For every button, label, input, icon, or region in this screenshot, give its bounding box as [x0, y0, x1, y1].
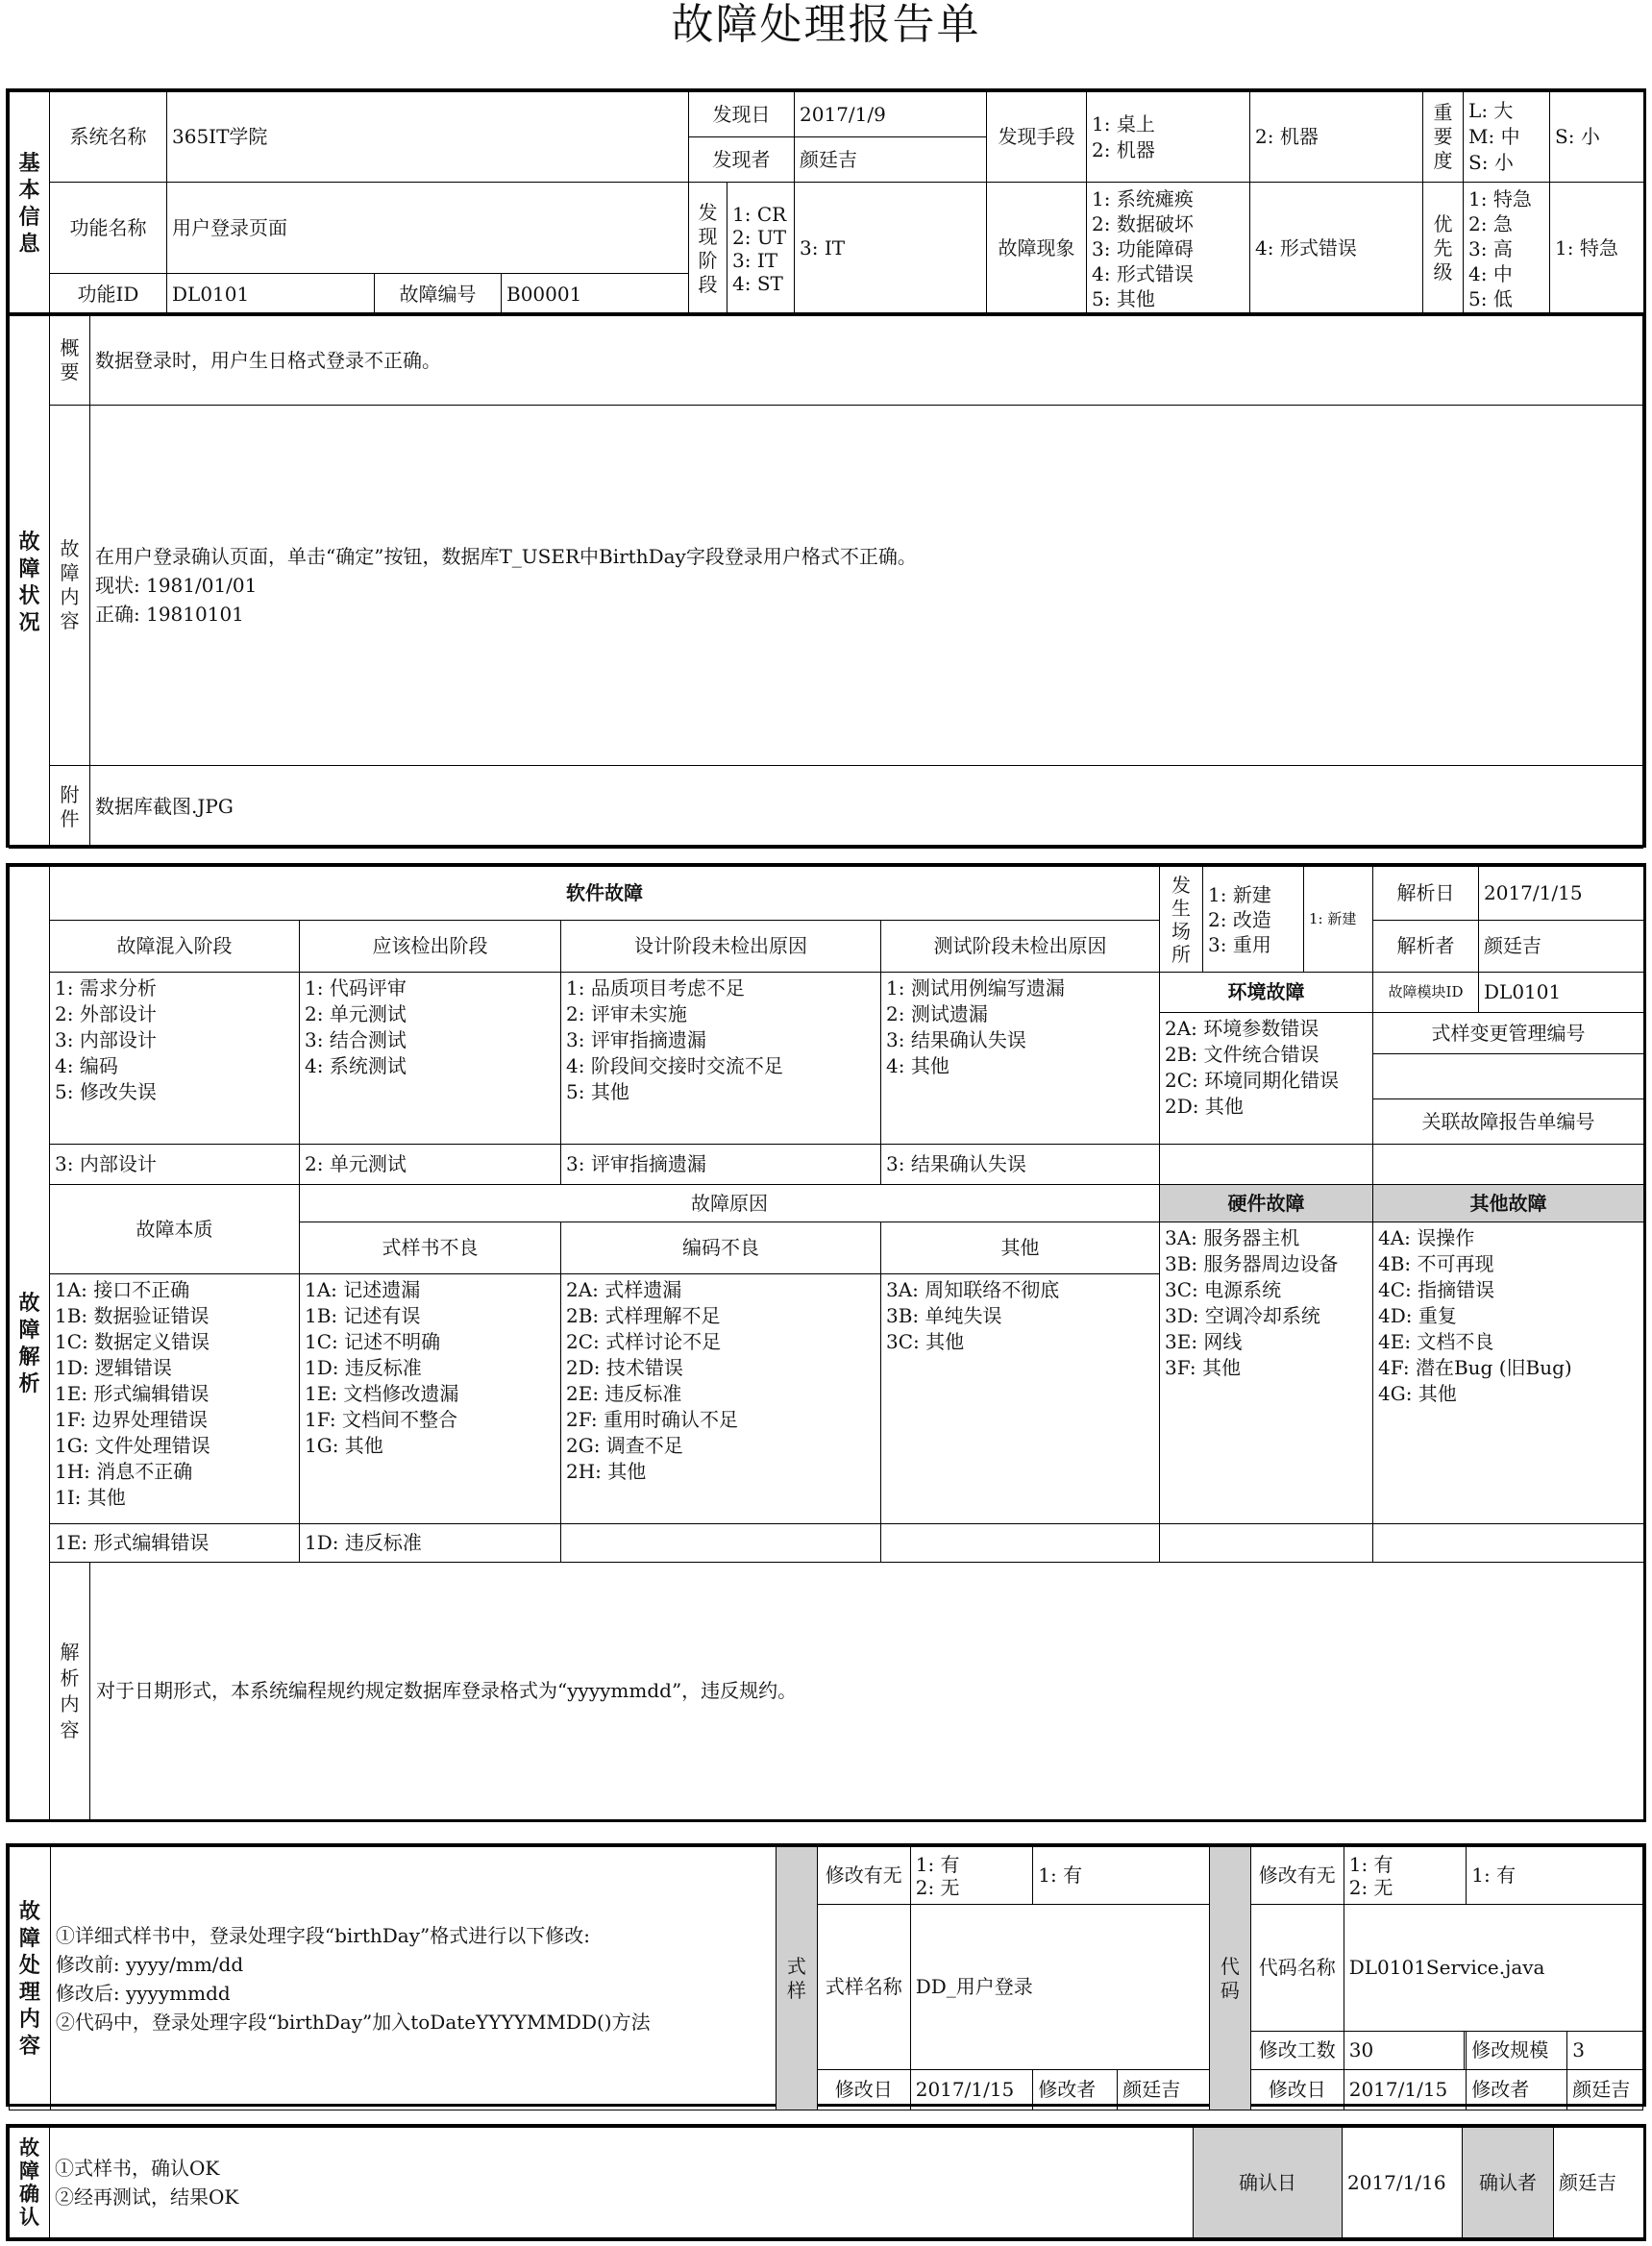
list-line: 2A: 环境参数错误 [1165, 1017, 1319, 1040]
col-header-1: 故障混入阶段 [50, 921, 300, 973]
list-line: 2G: 调查不足 [566, 1434, 683, 1457]
list-line: 正确: 19810101 [95, 603, 244, 626]
fix-label [10, 1847, 51, 2110]
list-line: 2: 机器 [1092, 137, 1155, 161]
col-options-2 [300, 973, 561, 1145]
list-line: 4: 阶段间交接时交流不足 [566, 1054, 783, 1077]
fix-label-text [14, 1898, 45, 2060]
vertical-char: 信 [18, 204, 40, 230]
vertical-char: 式 [786, 1954, 806, 1978]
col-value-3: 3: 评审指摘遗漏 [561, 1145, 881, 1185]
list-line: 1D: 违反标准 [305, 1356, 422, 1379]
vertical-char: 容 [18, 2033, 40, 2059]
list-line: 1I: 其他 [55, 1486, 126, 1509]
list-line: 5: 修改失误 [55, 1080, 157, 1103]
list-line: 2H: 其他 [566, 1460, 647, 1483]
coding-cause-value [561, 1524, 881, 1563]
fault-no-label: 故障编号 [375, 274, 502, 315]
col-value-1: 3: 内部设计 [50, 1145, 300, 1185]
vertical-char: 基 [18, 150, 40, 176]
code-name-value: DL0101Service.java [1344, 1905, 1642, 2032]
severity-label [1423, 92, 1464, 183]
occur-label-text [1165, 874, 1197, 966]
col-header-3: 设计阶段未检出原因 [561, 921, 881, 973]
list-line: 1: 特急 [1468, 186, 1532, 210]
severity-value: S: 小 [1550, 92, 1644, 183]
other-cause-value [881, 1524, 1160, 1563]
list-line: 修改前: yyyy/mm/dd [55, 1952, 244, 1976]
vertical-char: 故 [18, 1290, 40, 1316]
vertical-char: 解 [60, 1640, 80, 1664]
vertical-char: 代 [1220, 1954, 1240, 1978]
col-value-2: 2: 单元测试 [300, 1145, 561, 1185]
analysis-detail-label [50, 1563, 90, 1819]
severity-options [1464, 92, 1550, 183]
list-line: 3C: 其他 [886, 1330, 965, 1353]
list-line: 1: 有 [1348, 1852, 1393, 1876]
spec-cause-value: 1D: 违反标准 [300, 1524, 561, 1563]
vertical-char: 确 [19, 2182, 39, 2206]
list-line: 1: 有 [915, 1852, 960, 1876]
vertical-char: 件 [60, 806, 80, 830]
list-line: S: 小 [1468, 151, 1514, 174]
vertical-char: 附 [60, 782, 80, 806]
spec-modifier-split [1033, 2070, 1209, 2110]
content-label-text [55, 537, 85, 633]
basic-info-label [10, 92, 50, 315]
vertical-char: 内 [60, 1691, 80, 1715]
list-line: 2: 无 [915, 1875, 960, 1899]
vertical-char: 障 [60, 561, 80, 584]
list-line: 1: 品质项目考虑不足 [566, 976, 745, 1000]
list-line: 3: 结果确认失误 [886, 1028, 1026, 1051]
fault-analysis-section [6, 863, 1646, 1822]
code-effort-label: 修改工数 [1250, 2032, 1344, 2070]
list-line: 3: 内部设计 [55, 1028, 157, 1051]
code-mod-options [1344, 1847, 1467, 1905]
summary-label-text [55, 336, 85, 384]
finder-label: 发现者 [689, 137, 795, 183]
list-line: 4C: 指摘错误 [1378, 1278, 1495, 1301]
fault-no-value: B00001 [502, 274, 689, 315]
spec-modifier-cell [1033, 2070, 1210, 2110]
fault-status-label-text [14, 529, 44, 636]
list-line: 4: 中 [1468, 261, 1513, 285]
list-line: 1: 需求分析 [55, 976, 157, 1000]
function-name-label: 功能名称 [50, 183, 167, 274]
vertical-char: 段 [698, 272, 718, 296]
vertical-char: 障 [19, 2159, 39, 2183]
vertical-char: 样 [786, 1978, 806, 2002]
vertical-char: 所 [1171, 942, 1191, 966]
function-id-value: DL0101 [167, 274, 375, 315]
list-line: ①式样书，确认OK [55, 2157, 220, 2180]
list-line: 4B: 不可再现 [1378, 1252, 1494, 1275]
content-value [90, 406, 1643, 766]
list-line: 2: 改造 [1208, 907, 1271, 931]
other-fault-header: 其他故障 [1373, 1185, 1644, 1222]
confirm-section [6, 2124, 1646, 2241]
spec-cause-options [300, 1274, 561, 1524]
attach-label-text [55, 783, 85, 831]
analysis-detail-value: 对于日期形式，本系统编程规约规定数据库登录格式为“yyyymmdd”，违反规约。 [96, 1679, 798, 1702]
other-cause-options [881, 1274, 1160, 1524]
spec-date-label: 修改日 [817, 2070, 910, 2110]
cause-header-other: 其他 [881, 1222, 1160, 1274]
basic-info-label-text [14, 150, 44, 258]
confirm-date-label: 确认日 [1194, 2128, 1343, 2238]
vertical-char: 容 [60, 1717, 80, 1741]
vertical-char: 发 [1171, 873, 1191, 897]
list-line: 2: 急 [1468, 211, 1513, 235]
list-line: 4: 编码 [55, 1054, 118, 1077]
symptom-options [1087, 183, 1250, 315]
list-line: 3: 功能障碍 [1092, 236, 1194, 260]
list-line: 3A: 服务器主机 [1165, 1226, 1300, 1249]
code-effort-split [1344, 2032, 1467, 2069]
method-label: 发现手段 [987, 92, 1087, 183]
list-line: 3: 重用 [1208, 932, 1271, 956]
vertical-char: 故 [18, 1898, 40, 1924]
confirm-label-text [14, 2136, 44, 2229]
spec-modifier-value: 颜廷吉 [1122, 2078, 1181, 2101]
list-line: 2B: 式样理解不足 [566, 1304, 721, 1327]
list-line: 4F: 潜在Bug (旧Bug) [1378, 1356, 1572, 1379]
vertical-char: 故 [60, 537, 80, 560]
list-line: 1: 系统瘫痪 [1092, 186, 1194, 210]
module-id-value: DL0101 [1479, 973, 1644, 1013]
list-line: 2: 评审未实施 [566, 1002, 687, 1025]
spec-change-value [1373, 1054, 1644, 1145]
list-line: 4G: 其他 [1378, 1382, 1457, 1405]
list-line: 2B: 文件统合错误 [1165, 1043, 1319, 1066]
list-line: 1D: 逻辑错误 [55, 1356, 172, 1379]
priority-options [1464, 183, 1550, 315]
analysis-date-label: 解析日 [1373, 867, 1479, 921]
spec-mod-label: 修改有无 [817, 1847, 910, 1905]
list-line: 2E: 违反标准 [566, 1382, 682, 1405]
coding-cause-options [561, 1274, 881, 1524]
list-line: 3: 高 [1468, 236, 1513, 260]
spec-name-label: 式样名称 [817, 1905, 910, 2070]
list-line: 4D: 重复 [1378, 1304, 1457, 1327]
vertical-char: 析 [60, 1666, 80, 1690]
list-line: 1A: 接口不正确 [55, 1278, 190, 1301]
list-line: ②代码中，登录处理字段“birthDay”加入toDateYYYYMMDD()方法 [55, 2010, 651, 2034]
phase-label [689, 183, 727, 315]
list-line: 1: CR [732, 202, 787, 226]
found-date-label: 发现日 [689, 92, 795, 137]
list-line: 1B: 数据验证错误 [55, 1304, 210, 1327]
vertical-char: 息 [18, 231, 40, 257]
severity-label-text [1428, 101, 1458, 173]
list-line: 1: 桌上 [1092, 111, 1155, 136]
system-name-value: 365IT学院 [167, 92, 689, 183]
list-line: 5: 其他 [1092, 286, 1155, 310]
vertical-char: 内 [18, 2006, 40, 2032]
code-name-label: 代码名称 [1250, 1905, 1344, 2032]
confirmer-label: 确认者 [1463, 2128, 1554, 2238]
list-line: 2: 单元测试 [305, 1002, 407, 1025]
code-date-value: 2017/1/15 [1344, 2070, 1467, 2110]
env-fault-header: 环境故障 [1160, 973, 1373, 1013]
vertical-char: 场 [1171, 919, 1191, 943]
module-id-label: 故障模块ID [1373, 973, 1479, 1013]
list-line: 1G: 文件处理错误 [55, 1434, 210, 1457]
code-date-label: 修改日 [1250, 2070, 1344, 2110]
report-title: 故障处理报告单 [671, 0, 981, 49]
code-modifier-split [1467, 2070, 1642, 2110]
summary-value: 数据登录时，用户生日格式登录不正确。 [90, 316, 1643, 406]
col-header-4: 测试阶段未检出原因 [881, 921, 1160, 973]
nature-value: 1E: 形式编辑错误 [50, 1524, 300, 1563]
code-modifier-cell [1467, 2070, 1643, 2110]
list-line: 1: 代码评审 [305, 976, 407, 1000]
col-value-4: 3: 结果确认失误 [881, 1145, 1160, 1185]
list-line: 2: 外部设计 [55, 1002, 157, 1025]
code-scale-split [1467, 2032, 1642, 2069]
list-line: 现状: 1981/01/01 [95, 574, 258, 597]
list-line: 4: 其他 [886, 1054, 949, 1077]
software-fault-header: 软件故障 [50, 867, 1160, 921]
other-fault-value [1373, 1524, 1644, 1563]
vertical-char: 障 [18, 1925, 40, 1951]
env-options [1160, 1013, 1373, 1145]
list-line: 1C: 数据定义错误 [55, 1330, 210, 1353]
list-line: 3B: 单纯失误 [886, 1304, 1002, 1327]
symptom-value: 4: 形式错误 [1250, 183, 1423, 315]
list-line: ②经再测试，结果OK [55, 2185, 239, 2209]
code-label [1209, 1847, 1250, 2110]
list-line: 1F: 文档间不整合 [305, 1408, 457, 1431]
col-options-3 [561, 973, 881, 1145]
spec-modifier-label: 修改者 [1033, 2070, 1118, 2110]
list-line: 1H: 消息不正确 [55, 1460, 193, 1483]
list-line: M: 中 [1468, 125, 1520, 148]
confirm-date-value: 2017/1/16 [1343, 2128, 1463, 2238]
list-line: 3: IT [732, 248, 778, 272]
spec-date-value: 2017/1/15 [910, 2070, 1033, 2110]
list-line: 3B: 服务器周边设备 [1165, 1252, 1339, 1275]
list-line: 5: 低 [1468, 286, 1513, 310]
list-line: 1C: 记述不明确 [305, 1330, 441, 1353]
list-line: 2D: 其他 [1165, 1095, 1244, 1118]
function-id-label: 功能ID [50, 274, 167, 315]
vertical-char: 内 [60, 585, 80, 608]
priority-label-text [1428, 212, 1458, 284]
cause-label: 故障原因 [300, 1185, 1160, 1222]
vertical-char: 优 [1433, 212, 1453, 235]
list-line: 4E: 文档不良 [1378, 1330, 1494, 1353]
vertical-char: 障 [18, 1317, 40, 1343]
vertical-char: 状 [18, 582, 40, 608]
spec-mod-value: 1: 有 [1033, 1847, 1210, 1905]
content-label [50, 406, 90, 766]
priority-label [1423, 183, 1464, 315]
related-report-label: 关联故障报告单编号 [1421, 1110, 1595, 1133]
vertical-char: 析 [18, 1370, 40, 1396]
vertical-char: 解 [18, 1344, 40, 1370]
hw-value [1160, 1524, 1373, 1563]
analysis-detail-wrap [50, 1563, 1643, 1819]
cause-header-spec: 式样书不良 [300, 1222, 561, 1274]
list-line: 1B: 记述有误 [305, 1304, 421, 1327]
method-value: 2: 机器 [1250, 92, 1423, 183]
vertical-char: 码 [1220, 1978, 1240, 2002]
confirm-label [10, 2128, 50, 2238]
list-line: 3C: 电源系统 [1165, 1278, 1282, 1301]
list-line: 3A: 周知联络不彻底 [886, 1278, 1060, 1301]
phase-value: 3: IT [795, 183, 987, 315]
vertical-char: 级 [1433, 260, 1453, 284]
list-line: 1F: 边界处理错误 [55, 1408, 208, 1431]
occur-label [1160, 867, 1203, 973]
code-label-text [1215, 1955, 1245, 2003]
vertical-char: 要 [1433, 125, 1453, 148]
nature-options [50, 1274, 300, 1524]
fault-status-section [6, 315, 1646, 848]
col-options-1 [50, 973, 300, 1145]
vertical-char: 故 [18, 529, 40, 555]
fault-analysis-label [10, 867, 50, 1820]
list-line: 2C: 环境同期化错误 [1165, 1069, 1340, 1092]
spec-name-value: DD_用户登录 [910, 1905, 1209, 2070]
col-header-2: 应该检出阶段 [300, 921, 561, 973]
attach-value[interactable]: 数据库截图.JPG [90, 766, 1643, 849]
vertical-char: 现 [698, 224, 718, 248]
attach-label [50, 766, 90, 849]
list-line: 1E: 形式编辑错误 [55, 1382, 210, 1405]
occur-value: 1: 新建 [1304, 867, 1373, 973]
list-line: 4A: 误操作 [1378, 1226, 1475, 1249]
analysis-detail-label-text [61, 1640, 80, 1743]
code-mod-label: 修改有无 [1250, 1847, 1344, 1905]
list-line: 4: 系统测试 [305, 1054, 407, 1077]
confirm-content [50, 2128, 1194, 2238]
list-line: 2C: 式样讨论不足 [566, 1330, 722, 1353]
vertical-char: 认 [19, 2205, 39, 2229]
list-line: L: 大 [1468, 99, 1514, 122]
code-scale-value: 3 [1572, 2038, 1585, 2061]
vertical-char: 要 [60, 360, 80, 383]
analysis-date-value: 2017/1/15 [1479, 867, 1644, 921]
vertical-char: 概 [60, 336, 80, 359]
finder-value: 颜廷吉 [795, 137, 987, 183]
list-line: 2D: 技术错误 [566, 1356, 683, 1379]
list-line: 3D: 空调冷却系统 [1165, 1304, 1320, 1327]
code-effort-value [1344, 2032, 1467, 2070]
vertical-char: 先 [1433, 236, 1453, 259]
fault-analysis-label-text [14, 1290, 44, 1397]
analyst-value: 颜廷吉 [1479, 921, 1644, 973]
occur-options [1203, 867, 1304, 973]
analyst-label: 解析者 [1373, 921, 1479, 973]
basic-info-section [6, 88, 1646, 315]
list-line: 2: UT [732, 225, 787, 249]
list-line: 1E: 文档修改遗漏 [305, 1382, 459, 1405]
fault-status-label [10, 316, 50, 849]
vertical-char: 本 [18, 177, 40, 203]
function-name-value: 用户登录页面 [167, 183, 689, 274]
nature-label: 故障本质 [50, 1185, 300, 1274]
list-line: 5: 其他 [566, 1080, 629, 1103]
spec-label-text [781, 1955, 812, 2003]
vertical-char: 理 [18, 1979, 40, 2005]
list-line: 3F: 其他 [1165, 1356, 1241, 1379]
vertical-char: 重 [1433, 101, 1453, 124]
summary-label [50, 316, 90, 406]
list-line: 4: ST [732, 271, 783, 295]
list-line: 3E: 网线 [1165, 1330, 1243, 1353]
list-line: 1A: 记述遗漏 [305, 1278, 421, 1301]
phase-label-text [694, 201, 722, 297]
spec-change-label: 式样变更管理编号 [1373, 1013, 1644, 1054]
code-scale-cell [1467, 2032, 1643, 2070]
vertical-char: 况 [18, 609, 40, 635]
list-line: 1: 测试用例编写遗漏 [886, 976, 1065, 1000]
spec-change-value-box [1373, 1054, 1643, 1099]
code-modifier-value: 颜廷吉 [1572, 2078, 1631, 2101]
code-scale-label: 修改规模 [1467, 2032, 1567, 2069]
hw-fault-header: 硬件故障 [1160, 1185, 1373, 1222]
env-value [1160, 1145, 1373, 1185]
fix-content [50, 1847, 776, 2110]
spec-mod-options [910, 1847, 1033, 1905]
code-mod-value: 1: 有 [1467, 1847, 1643, 1905]
list-line: 1G: 其他 [305, 1434, 383, 1457]
found-date-value: 2017/1/9 [795, 92, 987, 137]
vertical-char: 容 [60, 609, 80, 632]
list-line: 3: 评审指摘遗漏 [566, 1028, 706, 1051]
code-modifier-label: 修改者 [1467, 2070, 1567, 2110]
symptom-label: 故障现象 [987, 183, 1087, 315]
fix-section [6, 1843, 1646, 2107]
vertical-char: 生 [1171, 896, 1191, 920]
vertical-char: 处 [18, 1952, 40, 1978]
list-line: 2: 数据破坏 [1092, 211, 1194, 235]
list-line: 2: 无 [1348, 1875, 1393, 1899]
confirmer-value: 颜廷吉 [1554, 2128, 1644, 2238]
list-line: 1: 新建 [1208, 882, 1271, 906]
list-line: ①详细式样书中，登录处理字段“birthDay”格式进行以下修改: [55, 1923, 590, 1947]
analysis-detail-row [50, 1563, 1644, 1820]
cause-header-coding: 编码不良 [561, 1222, 881, 1274]
col-options-4 [881, 973, 1160, 1145]
code-effort-number: 30 [1344, 2032, 1465, 2069]
list-line: 2A: 式样遗漏 [566, 1278, 682, 1301]
related-report-value [1373, 1145, 1644, 1185]
list-line: 2F: 重用时确认不足 [566, 1408, 738, 1431]
list-line: 3: 结合测试 [305, 1028, 407, 1051]
list-line: 修改后: yyyymmdd [55, 1981, 231, 2005]
phase-options [727, 183, 795, 315]
list-line: 2: 测试遗漏 [886, 1002, 988, 1025]
vertical-char: 阶 [698, 248, 718, 272]
method-options [1087, 92, 1250, 183]
list-line: 在用户登录确认页面，单击“确定”按钮，数据库T_USER中BirthDay字段登录用户格式不正确。 [95, 545, 917, 568]
hw-options [1160, 1222, 1373, 1524]
priority-value: 1: 特急 [1550, 183, 1644, 315]
system-name-label: 系统名称 [50, 92, 167, 183]
vertical-char: 故 [19, 2135, 39, 2160]
vertical-char: 度 [1433, 149, 1453, 172]
vertical-char: 障 [18, 555, 40, 581]
list-line: 4: 形式错误 [1092, 261, 1194, 285]
spec-label [776, 1847, 817, 2110]
other-fault-options [1373, 1222, 1644, 1524]
vertical-char: 发 [698, 200, 718, 224]
